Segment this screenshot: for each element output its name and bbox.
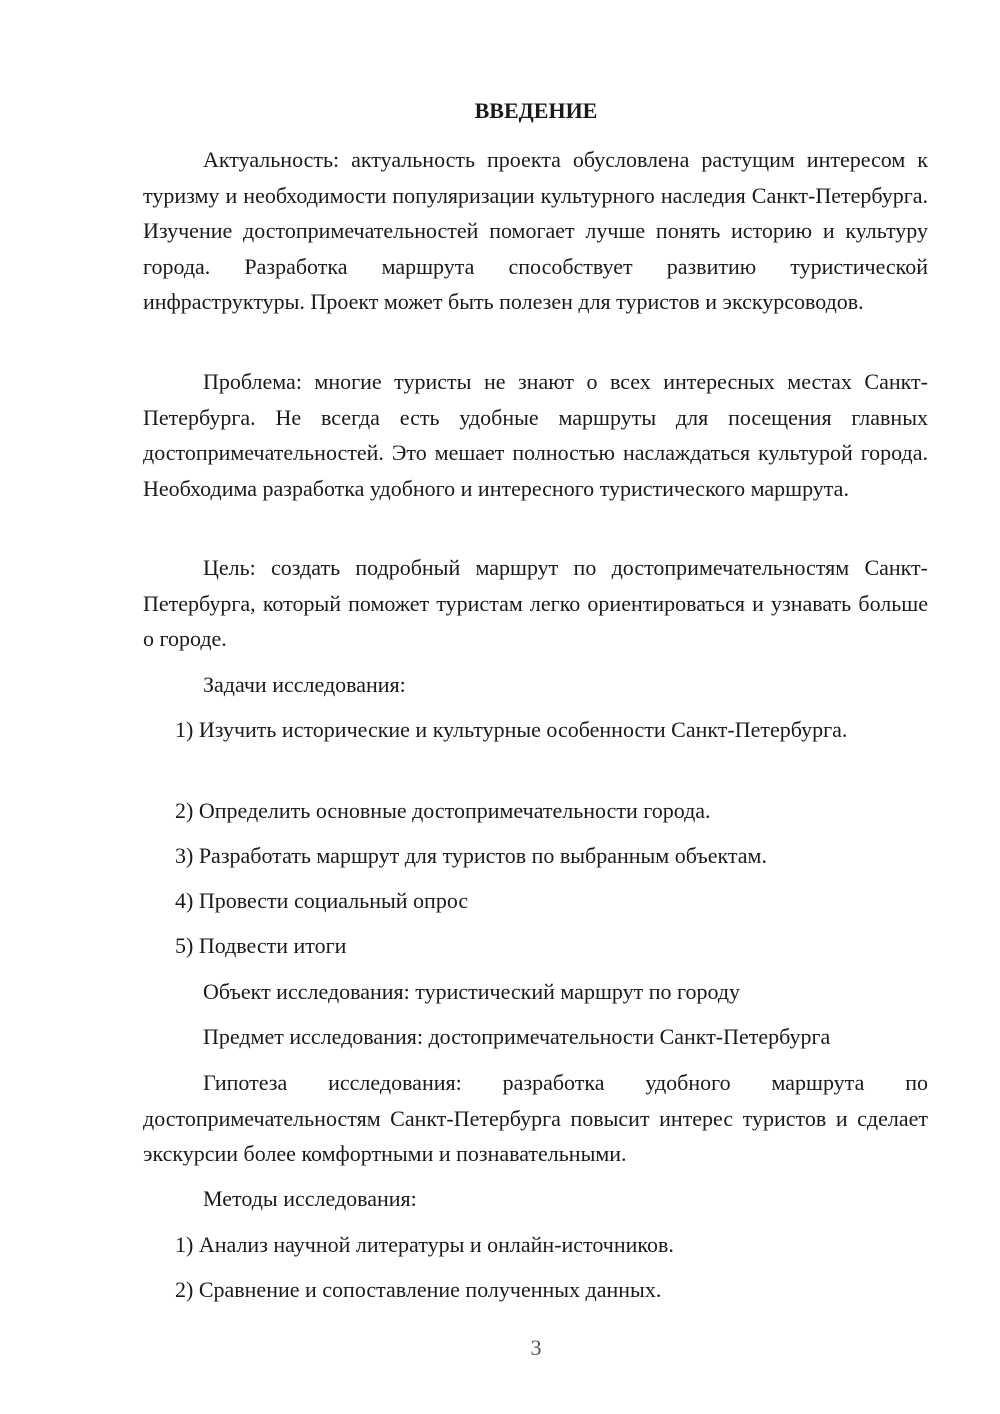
method-item-1: 1) Анализ научной литературы и онлайн-источников. <box>175 1232 674 1257</box>
task-item-2: 2) Определить основные достопримечательности города. <box>175 798 711 823</box>
tasks-title: Задачи исследования: <box>203 672 406 697</box>
task-item-4: 4) Провести социальный опрос <box>175 888 469 913</box>
object-paragraph: Объект исследования: туристический маршрут по городу <box>203 979 741 1004</box>
problem-paragraph: Проблема: многие туристы не знают о всех интересных местах Санкт-Петербурга. Не всегда есть удобные маршруты для посещения главных достопримечательностей. Это мешает полностью наслаждаться культурой города. Необходима разработка удобного и интересного туристического маршрута. <box>143 369 928 501</box>
method-item-2: 2) Сравнение и сопоставление полученных данных. <box>175 1277 662 1302</box>
page-number: 3 <box>530 1335 542 1360</box>
hypothesis-paragraph: Гипотеза исследования: разработка удобного маршрута по достопримечательностям Санкт-Петербурга повысит интерес туристов и сделает экскурсии более комфортными и познавательными. <box>143 1070 928 1166</box>
subject-paragraph: Предмет исследования: достопримечательности Санкт-Петербурга <box>203 1024 831 1049</box>
section-heading: ВВЕДЕНИЕ <box>474 98 598 123</box>
methods-title: Методы исследования: <box>203 1186 417 1211</box>
relevance-paragraph: Актуальность: актуальность проекта обусловлена растущим интересом к туризму и необходимости популяризации культурного наследия Санкт-Петербурга. Изучение достопримечательностей помогает лучше понять историю и культуру города. Разработка маршрута способствует развитию туристической инфраструктуры. Проект может быть полезен для туристов и экскурсоводов. <box>143 147 928 314</box>
goal-paragraph: Цель: создать подробный маршрут по достопримечательностям Санкт-Петербурга, который поможет туристам легко ориентироваться и узнавать больше о городе. <box>143 555 928 651</box>
task-item-5: 5) Подвести итоги <box>175 933 347 958</box>
task-item-3: 3) Разработать маршрут для туристов по выбранным объектам. <box>175 843 767 868</box>
task-item-1: 1) Изучить исторические и культурные особенности Санкт-Петербурга. <box>175 717 848 742</box>
